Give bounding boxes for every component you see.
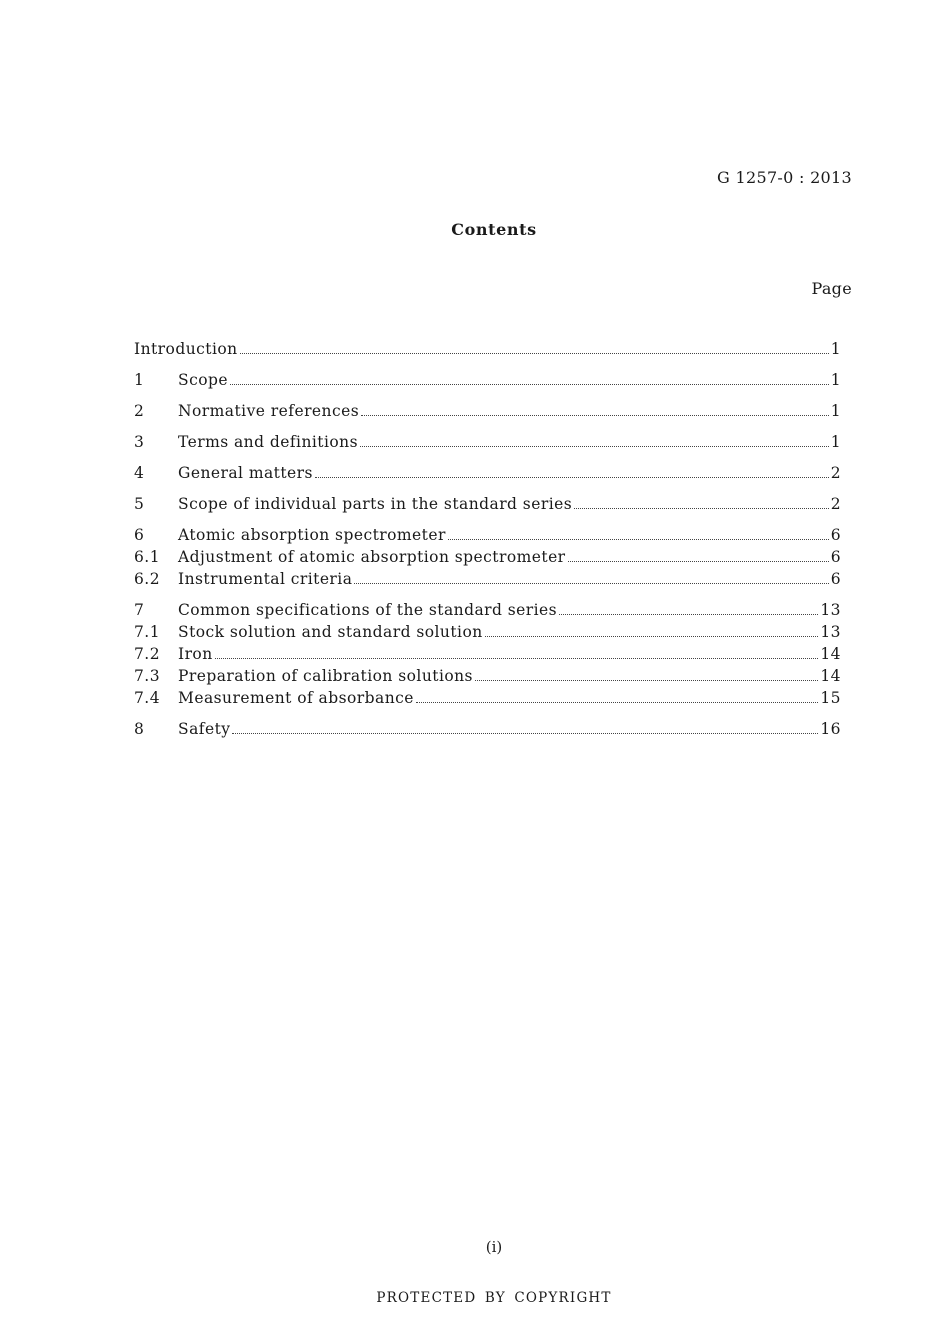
toc-entry-page: 6 xyxy=(830,548,841,566)
toc-entry-introduction[interactable] xyxy=(134,338,841,360)
toc-entry-number: 7 xyxy=(134,601,145,619)
toc-entry-page: 16 xyxy=(820,720,841,738)
toc-entry-page: 1 xyxy=(830,433,841,451)
toc-entry-measurement-of-absorbance[interactable] xyxy=(134,687,841,709)
toc-entry-label: Iron xyxy=(178,645,213,663)
toc-group xyxy=(134,338,841,360)
toc-group xyxy=(134,718,841,740)
table-of-contents xyxy=(134,338,841,749)
toc-entry-number: 2 xyxy=(134,402,145,420)
toc-entry-page: 14 xyxy=(820,667,841,685)
dot-leader xyxy=(574,508,829,509)
toc-entry-label: Introduction xyxy=(134,340,238,358)
dot-leader xyxy=(215,658,819,659)
toc-group xyxy=(134,599,841,709)
page-folio: (i) xyxy=(485,1238,503,1256)
toc-entry-label: Normative references xyxy=(178,402,360,420)
dot-leader xyxy=(485,636,819,637)
toc-entry-iron[interactable] xyxy=(134,643,841,665)
toc-entry-page: 1 xyxy=(830,371,841,389)
dot-leader xyxy=(361,415,829,416)
toc-group xyxy=(134,431,841,453)
toc-entry-label: Terms and definitions xyxy=(178,433,359,451)
toc-entry-number: 7.2 xyxy=(134,645,161,663)
standard-number: G 1257-0 : 2013 xyxy=(717,168,852,187)
toc-entry-calibration-solutions[interactable] xyxy=(134,665,841,687)
toc-entry-terms-and-definitions[interactable] xyxy=(134,431,841,453)
toc-entry-number: 6.1 xyxy=(134,548,161,566)
toc-entry-label: Scope xyxy=(178,371,228,389)
toc-entry-general-matters[interactable] xyxy=(134,462,841,484)
page-column-label: Page xyxy=(811,279,852,298)
toc-entry-number: 5 xyxy=(134,495,145,513)
toc-entry-common-specifications[interactable] xyxy=(134,599,841,621)
toc-entry-number: 7.4 xyxy=(134,689,161,707)
toc-entry-number: 4 xyxy=(134,464,145,482)
toc-entry-number: 6.2 xyxy=(134,570,161,588)
toc-entry-page: 2 xyxy=(830,464,841,482)
dot-leader xyxy=(448,539,829,540)
toc-entry-page: 6 xyxy=(830,526,841,544)
toc-entry-number: 7.1 xyxy=(134,623,161,641)
toc-entry-page: 1 xyxy=(830,340,841,358)
toc-entry-scope-of-individual-parts[interactable] xyxy=(134,493,841,515)
toc-entry-label: Atomic absorption spectrometer xyxy=(178,526,446,544)
toc-entry-page: 13 xyxy=(820,601,841,619)
toc-entry-number: 7.3 xyxy=(134,667,161,685)
copyright-notice: PROTECTED BY COPYRIGHT xyxy=(376,1290,612,1306)
dot-leader xyxy=(232,733,818,734)
toc-entry-label: Preparation of calibration solutions xyxy=(178,667,473,685)
dot-leader xyxy=(240,353,829,354)
toc-entry-safety[interactable] xyxy=(134,718,841,740)
toc-group xyxy=(134,400,841,422)
dot-leader xyxy=(360,446,829,447)
toc-entry-page: 13 xyxy=(820,623,841,641)
dot-leader xyxy=(354,583,828,584)
toc-entry-adjustment-of-spectrometer[interactable] xyxy=(134,546,841,568)
toc-entry-page: 1 xyxy=(830,402,841,420)
dot-leader xyxy=(568,561,829,562)
toc-entry-label: Safety xyxy=(178,720,231,738)
toc-group xyxy=(134,369,841,391)
toc-entry-number: 8 xyxy=(134,720,145,738)
page-title: Contents xyxy=(451,220,537,239)
toc-group xyxy=(134,524,841,590)
toc-entry-label: Scope of individual parts in the standard series xyxy=(178,495,573,513)
toc-entry-number: 1 xyxy=(134,371,145,389)
toc-entry-page: 14 xyxy=(820,645,841,663)
toc-entry-label: Adjustment of atomic absorption spectrometer xyxy=(178,548,566,566)
toc-group xyxy=(134,493,841,515)
dot-leader xyxy=(559,614,818,615)
toc-entry-label: Instrumental criteria xyxy=(178,570,353,588)
toc-entry-page: 2 xyxy=(830,495,841,513)
toc-entry-label: General matters xyxy=(178,464,313,482)
dot-leader xyxy=(475,680,818,681)
dot-leader xyxy=(230,384,829,385)
toc-entry-instrumental-criteria[interactable] xyxy=(134,568,841,590)
dot-leader xyxy=(416,702,818,703)
toc-entry-label: Common specifications of the standard series xyxy=(178,601,558,619)
toc-entry-scope[interactable] xyxy=(134,369,841,391)
toc-entry-number: 6 xyxy=(134,526,145,544)
toc-entry-label: Measurement of absorbance xyxy=(178,689,414,707)
toc-entry-page: 15 xyxy=(820,689,841,707)
toc-entry-stock-solution[interactable] xyxy=(134,621,841,643)
toc-entry-number: 3 xyxy=(134,433,145,451)
dot-leader xyxy=(315,477,829,478)
toc-entry-normative-references[interactable] xyxy=(134,400,841,422)
toc-entry-page: 6 xyxy=(830,570,841,588)
toc-group xyxy=(134,462,841,484)
toc-entry-label: Stock solution and standard solution xyxy=(178,623,483,641)
toc-entry-atomic-absorption-spectrometer[interactable] xyxy=(134,524,841,546)
